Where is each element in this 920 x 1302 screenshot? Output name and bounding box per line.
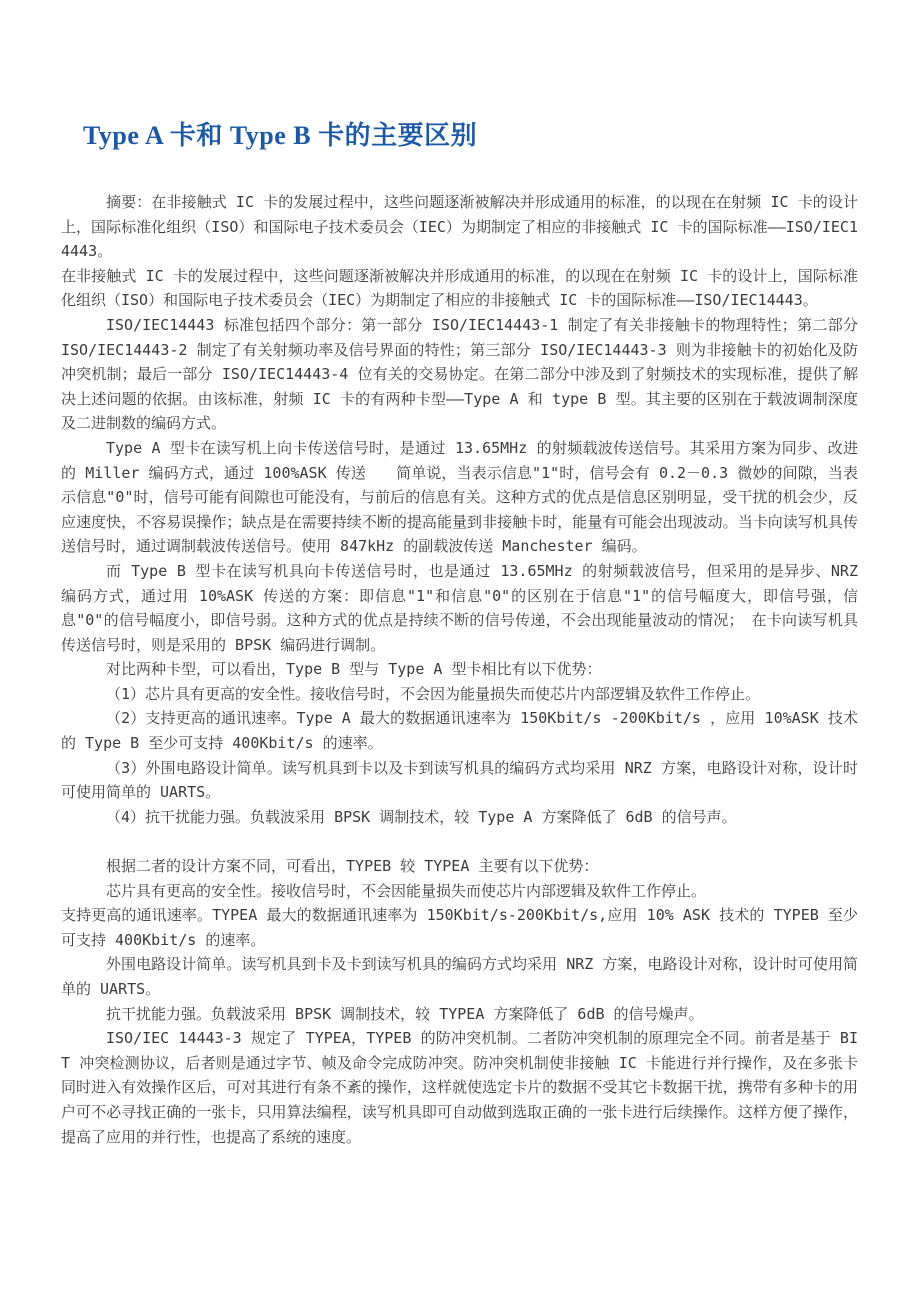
paragraph-type-a: Type A 型卡在读写机上向卡传送信号时，是通过 13.65MHz 的射频载波传送信号。其采用方案为同步、改进的 Miller 编码方式，通过 100%ASK 传送 简单说，当表示信息"1"时，信号会有 0.2－0.3 微妙的间隙，当表示信息"0"时，信号可能有间隙也可能没有，与前后的信息有关。这种方式的优点是信息区别明显，受干扰的机会少，反应速度快，不容易误操作；缺点是在需要持续不断的提高能量到非接触卡时，能量有可能会出现波动。当卡向读写机具传送信号时，通过调制载波传送信号。使用 847kHz 的副载波传送 Manchester 编码。 xyxy=(61,438,858,556)
paragraph-abstract: 摘要：在非接触式 IC 卡的发展过程中，这些问题逐渐被解决并形成通用的标准，的以现在在射频 IC 卡的设计上，国际标准化组织（ISO）和国际电子技术委员会（IEC）为期制定了相应的非接触式 IC 卡的国际标准——ISO/IEC14443。 xyxy=(61,193,858,261)
paragraph-noise: 抗干扰能力强。负载波采用 BPSK 调制技术，较 TYPEA 方案降低了 6dB 的信号燥声。 xyxy=(106,1004,704,1023)
paragraph-design-intro: 根据二者的设计方案不同，可看出，TYPEB 较 TYPEA 主要有以下优势： xyxy=(106,857,599,876)
paragraph-abstract-repeat: 在非接触式 IC 卡的发展过程中，这些问题逐渐被解决并形成通用的标准，的以现在在射频 IC 卡的设计上，国际标准化组织（ISO）和国际电子技术委员会（IEC）为期制定了相应的非接触式 IC 卡的国际标准——ISO/IEC14443。 xyxy=(61,266,858,310)
paragraph-comparison-intro: 对比两种卡型，可以看出，Type B 型与 Type A 型卡相比有以下优势： xyxy=(106,660,602,679)
paragraph-speed: 支持更高的通讯速率。TYPEA 最大的数据通讯速率为 150Kbit/s-200Kbit/s,应用 10% ASK 技术的 TYPEB 至少可支持 400Kbit/s 的速率。 xyxy=(61,906,858,949)
document-body xyxy=(61,190,858,1149)
document-title: Type A 卡和 Type B 卡的主要区别 xyxy=(83,121,478,150)
paragraph-advantage-1: （1）芯片具有更高的安全性。接收信号时，不会因为能量损失而使芯片内部逻辑及软件工作停止。 xyxy=(106,684,761,703)
paragraph-advantage-3: （3）外围电路设计简单。读写机具到卡以及卡到读写机具的编码方式均采用 NRZ 方案，电路设计对称，设计时可使用简单的 UARTS。 xyxy=(61,758,858,802)
paragraph-anticollision: ISO/IEC 14443-3 规定了 TYPEA，TYPEB 的防冲突机制。二者防冲突机制的原理完全不同。前者是基于 BIT 冲突检测协议，后者则是通过字节、帧及命令完成防冲突。防冲突机制使非接触 IC 卡能进行并行操作，及在多张卡同时进入有效操作区后，可对其进行有条不紊的操作，这样就使选定卡片的数据不受其它卡数据干扰，携带有多种卡的用户可不必寻找正确的一张卡，只用算法编程，读写机具即可自动做到选取正确的一张卡进行后续操作。这样方便了操作，提高了应用的并行性，也提高了系统的速度。 xyxy=(61,1029,858,1146)
paragraph-advantage-2: （2）支持更高的通讯速率。Type A 最大的数据通讯速率为 150Kbit/s -200Kbit/s ，应用 10%ASK 技术的 Type B 至少可支持 400Kbit/s 的速率。 xyxy=(61,709,858,753)
paragraph-standard-parts: ISO/IEC14443 标准包括四个部分：第一部分 ISO/IEC14443-1 制定了有关非接触卡的物理特性；第二部分 ISO/IEC14443-2 制定了有关射频功率及信号界面的特性；第三部分 ISO/IEC14443-3 则为非接触卡的初始化及防冲突机制；最后一部分 ISO/IEC14443-4 位有关的交易协定。在第二部分中涉及到了射频技术的实现标准，提供了解决上述问题的依据。由该标准，射频 IC 卡的有两种卡型——Type A 和 type B 型。其主要的区别在于载波调制深度及二进制数的编码方式。 xyxy=(61,315,858,433)
blank-line xyxy=(61,829,858,854)
paragraph-type-b: 而 Type B 型卡在读写机具向卡传送信号时，也是通过 13.65MHz 的射频载波信号，但采用的是异步、NRZ 编码方式，通过用 10%ASK 传送的方案：即信息"1"和信息"0"的区别在于信息"1"的信号幅度大，即信号强，信息"0"的信号幅度小，即信号弱。这种方式的优点是持续不断的信号传递，不会出现能量波动的情况； 在卡向读写机具传送信号时，则是采用的 BPSK 编码进行调制。 xyxy=(61,561,858,654)
paragraph-security: 芯片具有更高的安全性。接收信号时，不会因能量损失而使芯片内部逻辑及软件工作停止。 xyxy=(106,881,707,900)
paragraph-advantage-4: （4）抗干扰能力强。负载波采用 BPSK 调制技术，较 Type A 方案降低了 6dB 的信号声。 xyxy=(106,807,737,826)
paragraph-circuit: 外围电路设计简单。读写机具到卡及卡到读写机具的编码方式均采用 NRZ 方案，电路设计对称，设计时可使用简单的 UARTS。 xyxy=(61,955,858,998)
